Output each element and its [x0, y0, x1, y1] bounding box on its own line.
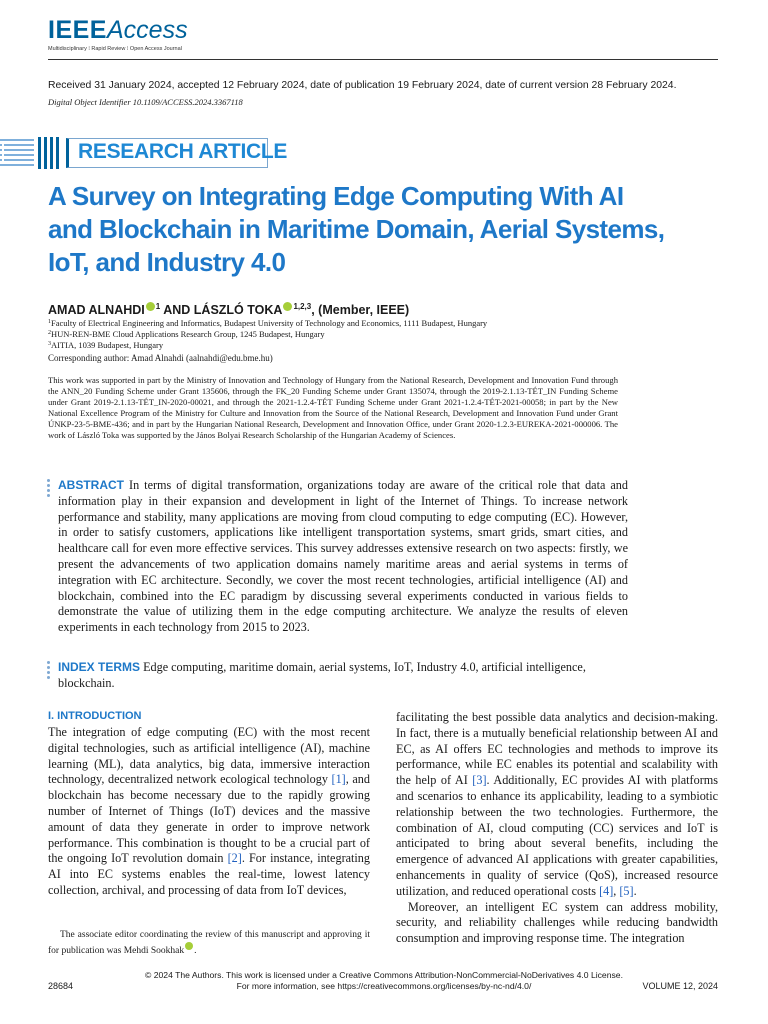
author-1-affil: 1	[155, 302, 161, 311]
banner-stripes-icon	[0, 135, 64, 171]
author-line	[48, 302, 409, 317]
abstract-label: ABSTRACT	[58, 478, 124, 492]
affiliation-3: $^3$AITIA, 1039 Budapest, Hungary	[48, 340, 164, 350]
abstract-block	[58, 478, 628, 636]
author-2-name: LÁSZLÓ TOKA	[193, 303, 283, 317]
orcid-icon[interactable]	[185, 942, 193, 950]
intro-right-column	[396, 710, 718, 947]
intro-paragraph: Moreover, an intelligent EC system can address mobility, security, and reliability challenges while reducing bandwidth consumption and improving response time. The integration	[396, 899, 718, 946]
citation-link[interactable]: [1]	[331, 772, 346, 787]
orcid-icon[interactable]	[146, 302, 155, 311]
ieee-access-logo	[48, 16, 188, 45]
logo-tagline: Multidisciplinary ⁞ Rapid Review ⁞ Open Access Journal	[48, 46, 182, 52]
license-notice: © 2024 The Authors. This work is licensed under a Creative Commons Attribution-NonCommercial-NoDerivatives 4.0 License. For more information, see https://creativecommons.org/licenses/by-nc-nd/4.0/	[0, 970, 768, 991]
affiliation-1: $^1$Faculty of Electrical Engineering and Informatics, Budapest University of Technology and Economics, 1111 Budapest, Hungary	[48, 318, 488, 328]
index-terms-block	[58, 660, 633, 692]
article-type-label: RESEARCH ARTICLE	[78, 140, 288, 163]
section-heading-introduction: I. INTRODUCTION	[48, 710, 142, 722]
doi-line: Digital Object Identifier 10.1109/ACCESS.2024.3367118	[48, 97, 243, 107]
citation-link[interactable]: [3]	[472, 773, 487, 788]
member-grade: , (Member, IEEE)	[311, 303, 410, 317]
page-number: 28684	[48, 981, 74, 991]
editor-note: The associate editor coordinating the review of this manuscript and approving it for publication was Mehdi Sookhak .	[48, 930, 370, 956]
logo-ieee-text: IEEE	[48, 16, 107, 44]
paper-title: A Survey on Integrating Edge Computing With AI and Blockchain in Maritime Domain, Aerial Systems, IoT, and Industry 4.0	[48, 181, 665, 277]
abstract-text: In terms of digital transformation, organizations today are aware of the critical role that data and information play in their expansion and development in light of the Internet of Things. To increase network performance and stability, many applications are moving from cloud computing to edge computing (EC). However, in order to satisfy customers, applications like intelligent transportation systems, smart grids, smart cities, and healthcare call for even more effective services. This survey addresses extensive research on two aspects: firstly, we present the advancements of two application domains namely maritime areas and aerial systems in terms of integration with EC architecture. Secondly, we cover the most recent technologies, artificial intelligence (AI) and blockchain, combined into the EC paradigm by discussing several experiments conducted in various fields to demonstrate the value of utilizing them in the edge computing architecture. We analyze the results of eleven experiments in each technology from 2015 to 2023.	[58, 478, 628, 635]
received-dates: Received 31 January 2024, accepted 12 February 2024, date of publication 19 February 2024, date of current version 28 February 2024.	[48, 80, 677, 91]
intro-paragraph: facilitating the best possible data analytics and decision-making. In fact, there is a mutually beneficial relationship between AI and EC, as AI offers EC technologies and methods to improve its performance, while EC enables its potential and scalability with the help of AI [3]. Additionally, EC provides AI with platforms and scenarios to enhance its applicability, leading to a symbiotic relationship between the two technologies. Furthermore, the combination of AI, cloud computing (CC) services and IoT is anticipated to bring about several benefits, including the emergence of advanced AI applications with greater capabilities, enhancements in quality of service (QoS), increased resource utilization, and reduced operational costs [4], [5].	[396, 710, 718, 898]
index-terms-label: INDEX TERMS	[58, 660, 141, 674]
index-terms-text: Edge computing, maritime domain, aerial systems, IoT, Industry 4.0, artificial intelligence, blockchain.	[58, 660, 586, 690]
orcid-icon[interactable]	[283, 302, 292, 311]
affiliation-2: $^2$HUN-REN-BME Cloud Applications Research Group, 1245 Budapest, Hungary	[48, 329, 325, 339]
intro-left-column: The integration of edge computing (EC) with the most recent digital technologies, such as artificial intelligence (AI), machine learning (ML), data analytics, big data, immersive interaction technology, decentralized network ecological technology [1], and blockchain has become necessary due to the rapidly growing number of Internet of Things (IoT) devices and the massive amount of data they generate in order to improve network performance. This combination is thought to be a crucial part of the ongoing IoT revolution domain [2]. For instance, integrating AI into EC systems enables the real-time, lowest latency collection, archival, and processing of data from IoT devices,	[48, 725, 370, 897]
author-2-affil: 1,2,3	[293, 302, 312, 311]
corresponding-author: Corresponding author: Amad Alnahdi (aalnahdi@edu.bme.hu)	[48, 353, 273, 363]
author-1-name: AMAD ALNAHDI	[48, 303, 145, 317]
index-terms-dots-icon	[47, 661, 51, 681]
abstract-dots-icon	[47, 479, 51, 499]
citation-link[interactable]: [5]	[619, 883, 634, 898]
logo-access-text: Access	[106, 16, 188, 44]
license-link[interactable]: For more information, see https://creativecommons.org/licenses/by-nc-nd/4.0/	[236, 980, 532, 991]
funding-statement: This work was supported in part by the Ministry of Innovation and Technology of Hungary from the National Research, Development and Innovation Fund through the ANN_20 Funding Scheme under Grant 135606, through the FK_20 Funding Scheme under Grant 135074, through the 2019-2.1.13-TÉT_IN Funding Scheme under Grant 2019-2.1.13-TÉT_IN-2020-00021, and through the 2021-1.2.4-TÉT Funding Scheme under Grant 2021-1.2.4-TÉT-2021-00058; in part by the New National Excellence Program of the Ministry for Culture and Innovation from the Source of the National Research, Development and Innovation Fund under Grant ÚNKP-23-5-BME-436; and in part by the Hungarian National Research, Development and Innovation Office, under Grant 2020-1.2.3-EUREKA-2021-000006. The work of László Toka was supported by the János Bolyai Research Scholarship of the Hungarian Academy of Sciences.	[48, 375, 618, 441]
author-joiner: AND	[160, 303, 194, 317]
volume-info: VOLUME 12, 2024	[642, 981, 718, 991]
citation-link[interactable]: [4]	[599, 883, 614, 898]
header-rule	[48, 59, 718, 60]
citation-link[interactable]: [2]	[227, 851, 242, 866]
